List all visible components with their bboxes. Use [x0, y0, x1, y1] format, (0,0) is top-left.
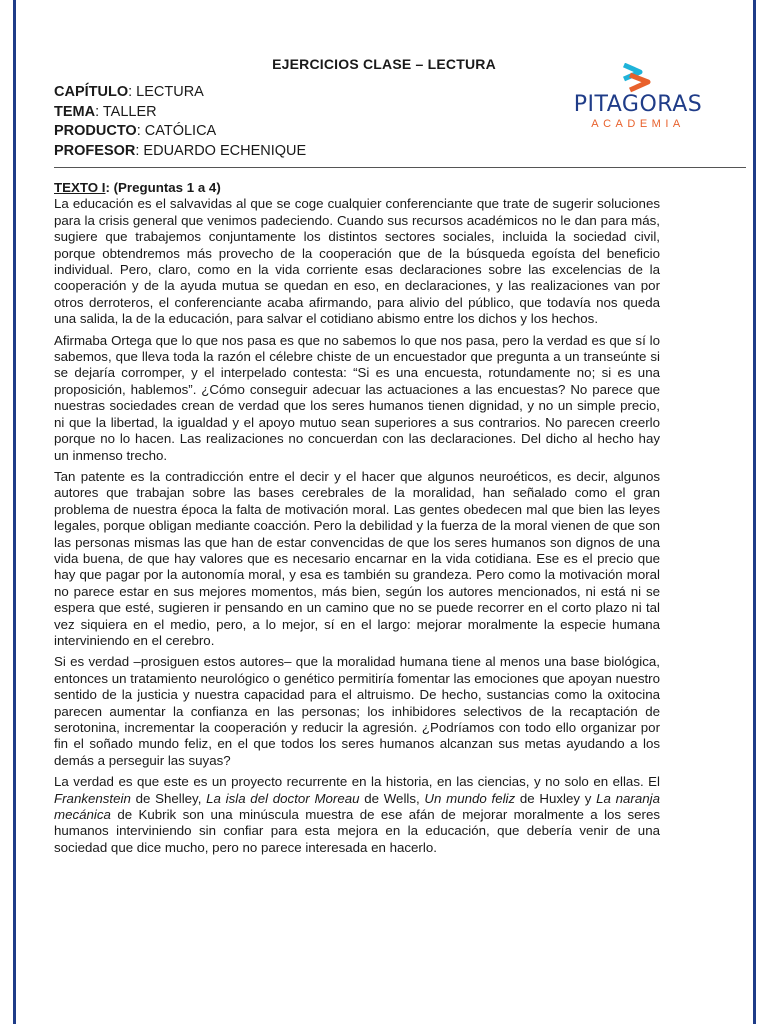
- paragraph-5: La verdad es que este es un proyecto recurrente en la historia, en las ciencias, y no solo en ellas. El Frankenstein de Shelley, La isla del doctor Moreau de Wells, Un mundo feliz de Huxley y La naranja mecánica de Kubrik son una minúscula muestra de ese afán de mejorar moralmente a los seres humanos interviniendo sin confiar para esta mejora en la educación, que debería venir de una sociedad que dice mucho, pero no parece interesada en hacerlo.: [54, 774, 660, 855]
- book-title-mundo-feliz: Un mundo feliz: [424, 790, 516, 806]
- book-title-frankenstein: Frankenstein: [54, 790, 131, 806]
- meta-tema: TEMA: TALLER: [54, 103, 157, 120]
- paragraph-3: Tan patente es la contradicción entre el decir y el hacer que algunos neuroéticos, es decir, algunos autores que trabajan sobre las bases cerebrales de la moralidad, han señalado como el gran problema de nuestra época la falta de motivación moral. Las gentes obedecen mal que bien las leyes legales, porque obligan mediante coacción. Pero la debilidad y la fuerza de la moral vienen de que son las personas mismas las que han de estar convencidas de que los seres humanos son dignos de una vida buena, de que hay valores que es necesario encarnar en la vida cotidiana. Ese es el precio que hay que pagar por la autonomía moral, y esa es también su grandeza. Pero como la motivación moral no parece estar en sus mejores momentos, más bien, según los autores mencionados, ni está ni se espera que esté, sugieren ir pensando en un camino que no se puede recorrer en el corto plazo ni tal vez siquiera en el medio, pero, a lo mejor, sí en el largo: mejorar moralmente la especie humana interviniendo en el cerebro.: [54, 468, 660, 648]
- book-title-moreau: La isla del doctor Moreau: [206, 790, 360, 806]
- pitagoras-logo: [562, 63, 714, 133]
- logo-subtitle: ACADEMIA: [591, 118, 685, 130]
- paragraph-4: Si es verdad –prosiguen estos autores– que la moralidad humana tiene al menos una base biológica, entonces un tratamiento neurológico o genético permitiría fomentar las emociones que apoyan nuestro sentido de la justicia y nuestra capacidad para el altruismo. De hecho, sustancias como la oxitocina parecen aumentar la confianza en las personas; los inhibidores selectivos de la recaptación de serotonina, incrementar la cooperación y reducir la agresión. ¿Podríamos con todo ello organizar por fin el soñado mundo feliz, en el que todos los seres humanos alcanzan sus metas ayudando a los demás a perseguir las suyas?: [54, 654, 660, 768]
- header-meta: [54, 83, 306, 161]
- document-title: EJERCICIOS CLASE – LECTURA: [272, 56, 496, 72]
- meta-profesor: PROFESOR: EDUARDO ECHENIQUE: [54, 142, 307, 159]
- texto-heading: TEXTO I: (Preguntas 1 a 4): [54, 180, 221, 195]
- right-border-bar: [753, 0, 756, 1024]
- paragraph-1: La educación es el salvavidas al que se coge cualquier conferenciante que trate de sugerir soluciones para la crisis general que venimos padeciendo. Cuando sus recursos académicos no le dan para más, sugiere que trabajemos conjuntamente los distintos sectores sociales, incluida la sociedad civil, porque obtendremos más provecho de la cooperación que de la búsqueda egoísta del beneficio individual. Pero, claro, como en la vida corriente esas declaraciones sobre las excelencias de la cooperación y de la ayuda mutua se quedan en eso, en declaraciones, y las realizaciones van por otros derroteros, el conferenciante acaba afirmando, para alivio del público, que todavía nos queda una salida, la de la educación, para salvar el cotidiano abismo entre los dichos y los hechos.: [54, 196, 660, 327]
- header-divider: [54, 167, 746, 168]
- chevron-logo-icon: [620, 63, 656, 93]
- book-title-naranja: La naranja mecánica: [54, 790, 660, 823]
- meta-capitulo: CAPÍTULO: LECTURA: [54, 84, 204, 100]
- logo-wordmark: PITAGORAS: [573, 92, 703, 117]
- reading-text: [54, 180, 660, 861]
- paragraph-2: Afirmaba Ortega que lo que nos pasa es que no sabemos lo que nos pasa, pero la verdad es que sí lo sabemos, que lleva toda la razón el célebre chiste de un encuestador que pregunta a un transeúnte si se dejaría corromper, y el interpelado contesta: “Si es una encuesta, rotundamente no; si es una proposición, hablemos”. ¿Cómo conseguir adecuar las actuaciones a las encuestas? No parece que nuestras sociedades crean de verdad que los seres humanos tienen dignidad, y no un simple precio, ni que la libertad, la igualdad y el apoyo mutuo sean superiores a sus contrarios. No parecen creerlo porque no lo hacen. Las realizaciones no concuerdan con las declaraciones. Del dicho al hecho hay un inmenso trecho.: [54, 332, 660, 463]
- left-border-bar: [13, 0, 16, 1024]
- meta-producto: PRODUCTO: CATÓLICA: [54, 123, 217, 139]
